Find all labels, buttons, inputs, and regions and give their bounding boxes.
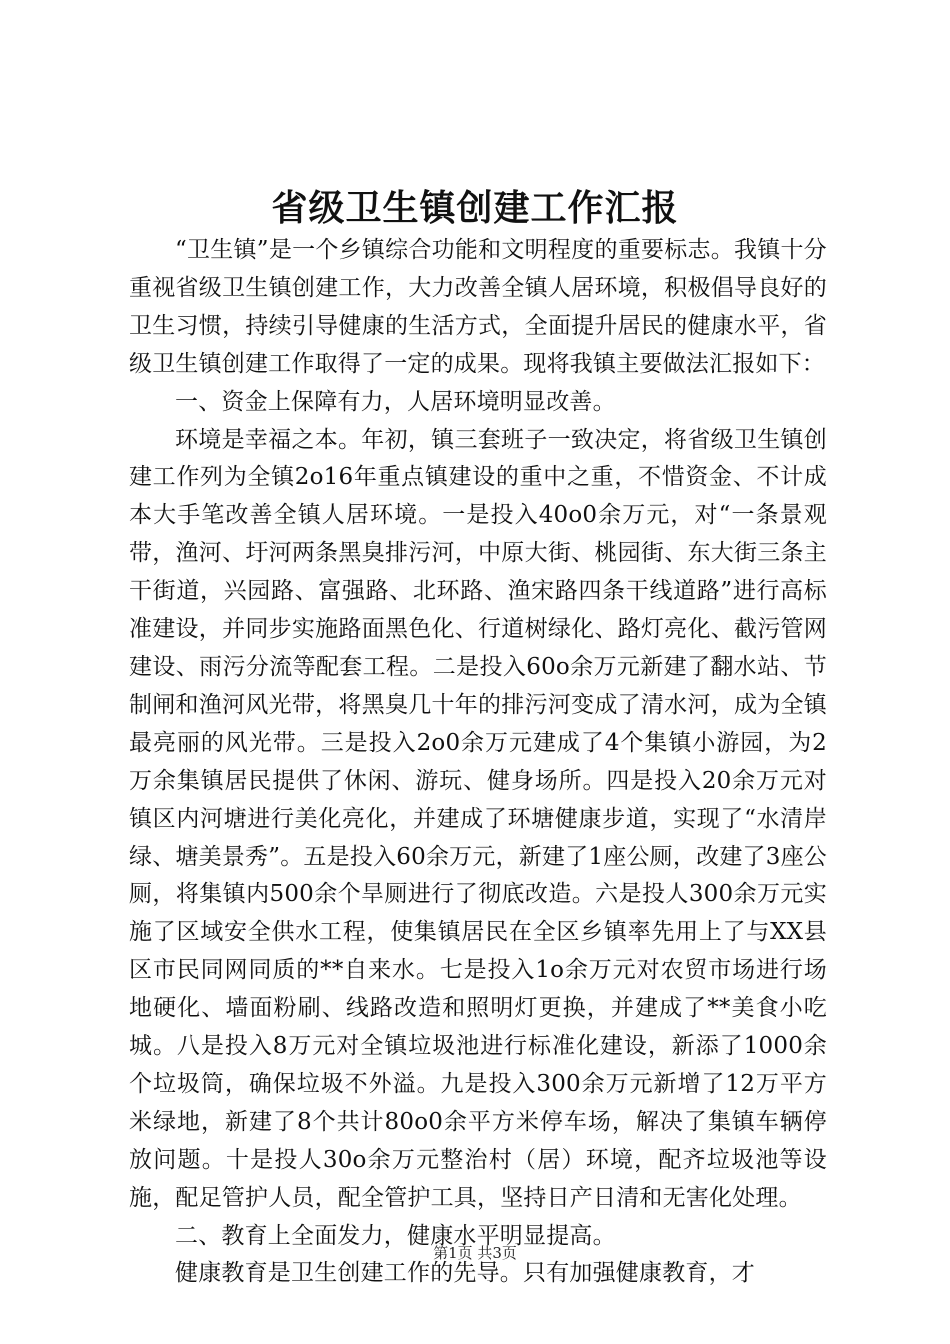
section-heading-2: 二、教育上全面发力，健康水平明显提高。 <box>175 1222 616 1249</box>
paragraph-health-education: 健康教育是卫生创建工作的先导。只有加强健康教育，才 <box>175 1260 755 1287</box>
page-footer: 第1页 共3页 <box>433 1244 517 1262</box>
section-heading-1: 一、资金上保障有力，人居环境明显改善。 <box>175 388 616 415</box>
document-title: 省级卫生镇创建工作汇报 <box>271 187 679 229</box>
document-body <box>129 232 827 1293</box>
paragraph-intro: “卫生镇”是一个乡镇综合功能和文明程度的重要标志。我镇十分重视省级卫生镇创建工作，大力改善全镇人居环境，积极倡导良好的卫生习惯，持续引导健康的生活方式，全面提升居民的健康水平，省级卫生镇创建工作取得了一定的成果。现将我镇主要做法汇报如下： <box>129 237 827 377</box>
paragraph-environment: 环境是幸福之本。年初，镇三套班子一致决定，将省级卫生镇创建工作列为全镇2o16年重点镇建设的重中之重，不惜资金、不计成本大手笔改善全镇人居环境。一是投入40o0余万元，对“一条景观带，渔河、圩河两条黑臭排污河，中原大街、桃园街、东大街三条主干街道，兴园路、富强路、北环路、渔宋路四条干线道路”进行高标准建设，并同步实施路面黑色化、行道树绿化、路灯亮化、截污管网建设、雨污分流等配套工程。二是投入60o余万元新建了翻水站、节制闸和渔河风光带，将黑臭几十年的排污河变成了清水河，成为全镇最亮丽的风光带。三是投入2o0余万元建成了4个集镇小游园，为2万余集镇居民提供了休闲、游玩、健身场所。四是投入20余万元对镇区内河塘进行美化亮化，并建成了环塘健康步道，实现了“水清岸绿、塘美景秀”。五是投入60余万元，新建了1座公厕，改建了3座公厕，将集镇内500余个旱厕进行了彻底改造。六是投人300余万元实施了区域安全供水工程，使集镇居民在全区乡镇率先用上了与XX县区市民同网同质的**自来水。七是投入1o余万元对农贸市场进行场地硬化、墙面粉刷、线路改造和照明灯更换，并建成了**美食小吃城。八是投入8万元对全镇垃圾池进行标准化建设，新添了1000余个垃圾筒，确保垃圾不外溢。九是投入300余万元新增了12万平方米绿地，新建了8个共计80o0余平方米停车场，解决了集镇车辆停放问题。十是投人30o余万元整治村（居）环境，配齐垃圾池等设施，配足管护人员，配全管护工具，坚持日产日清和无害化处理。 <box>129 426 827 1211</box>
